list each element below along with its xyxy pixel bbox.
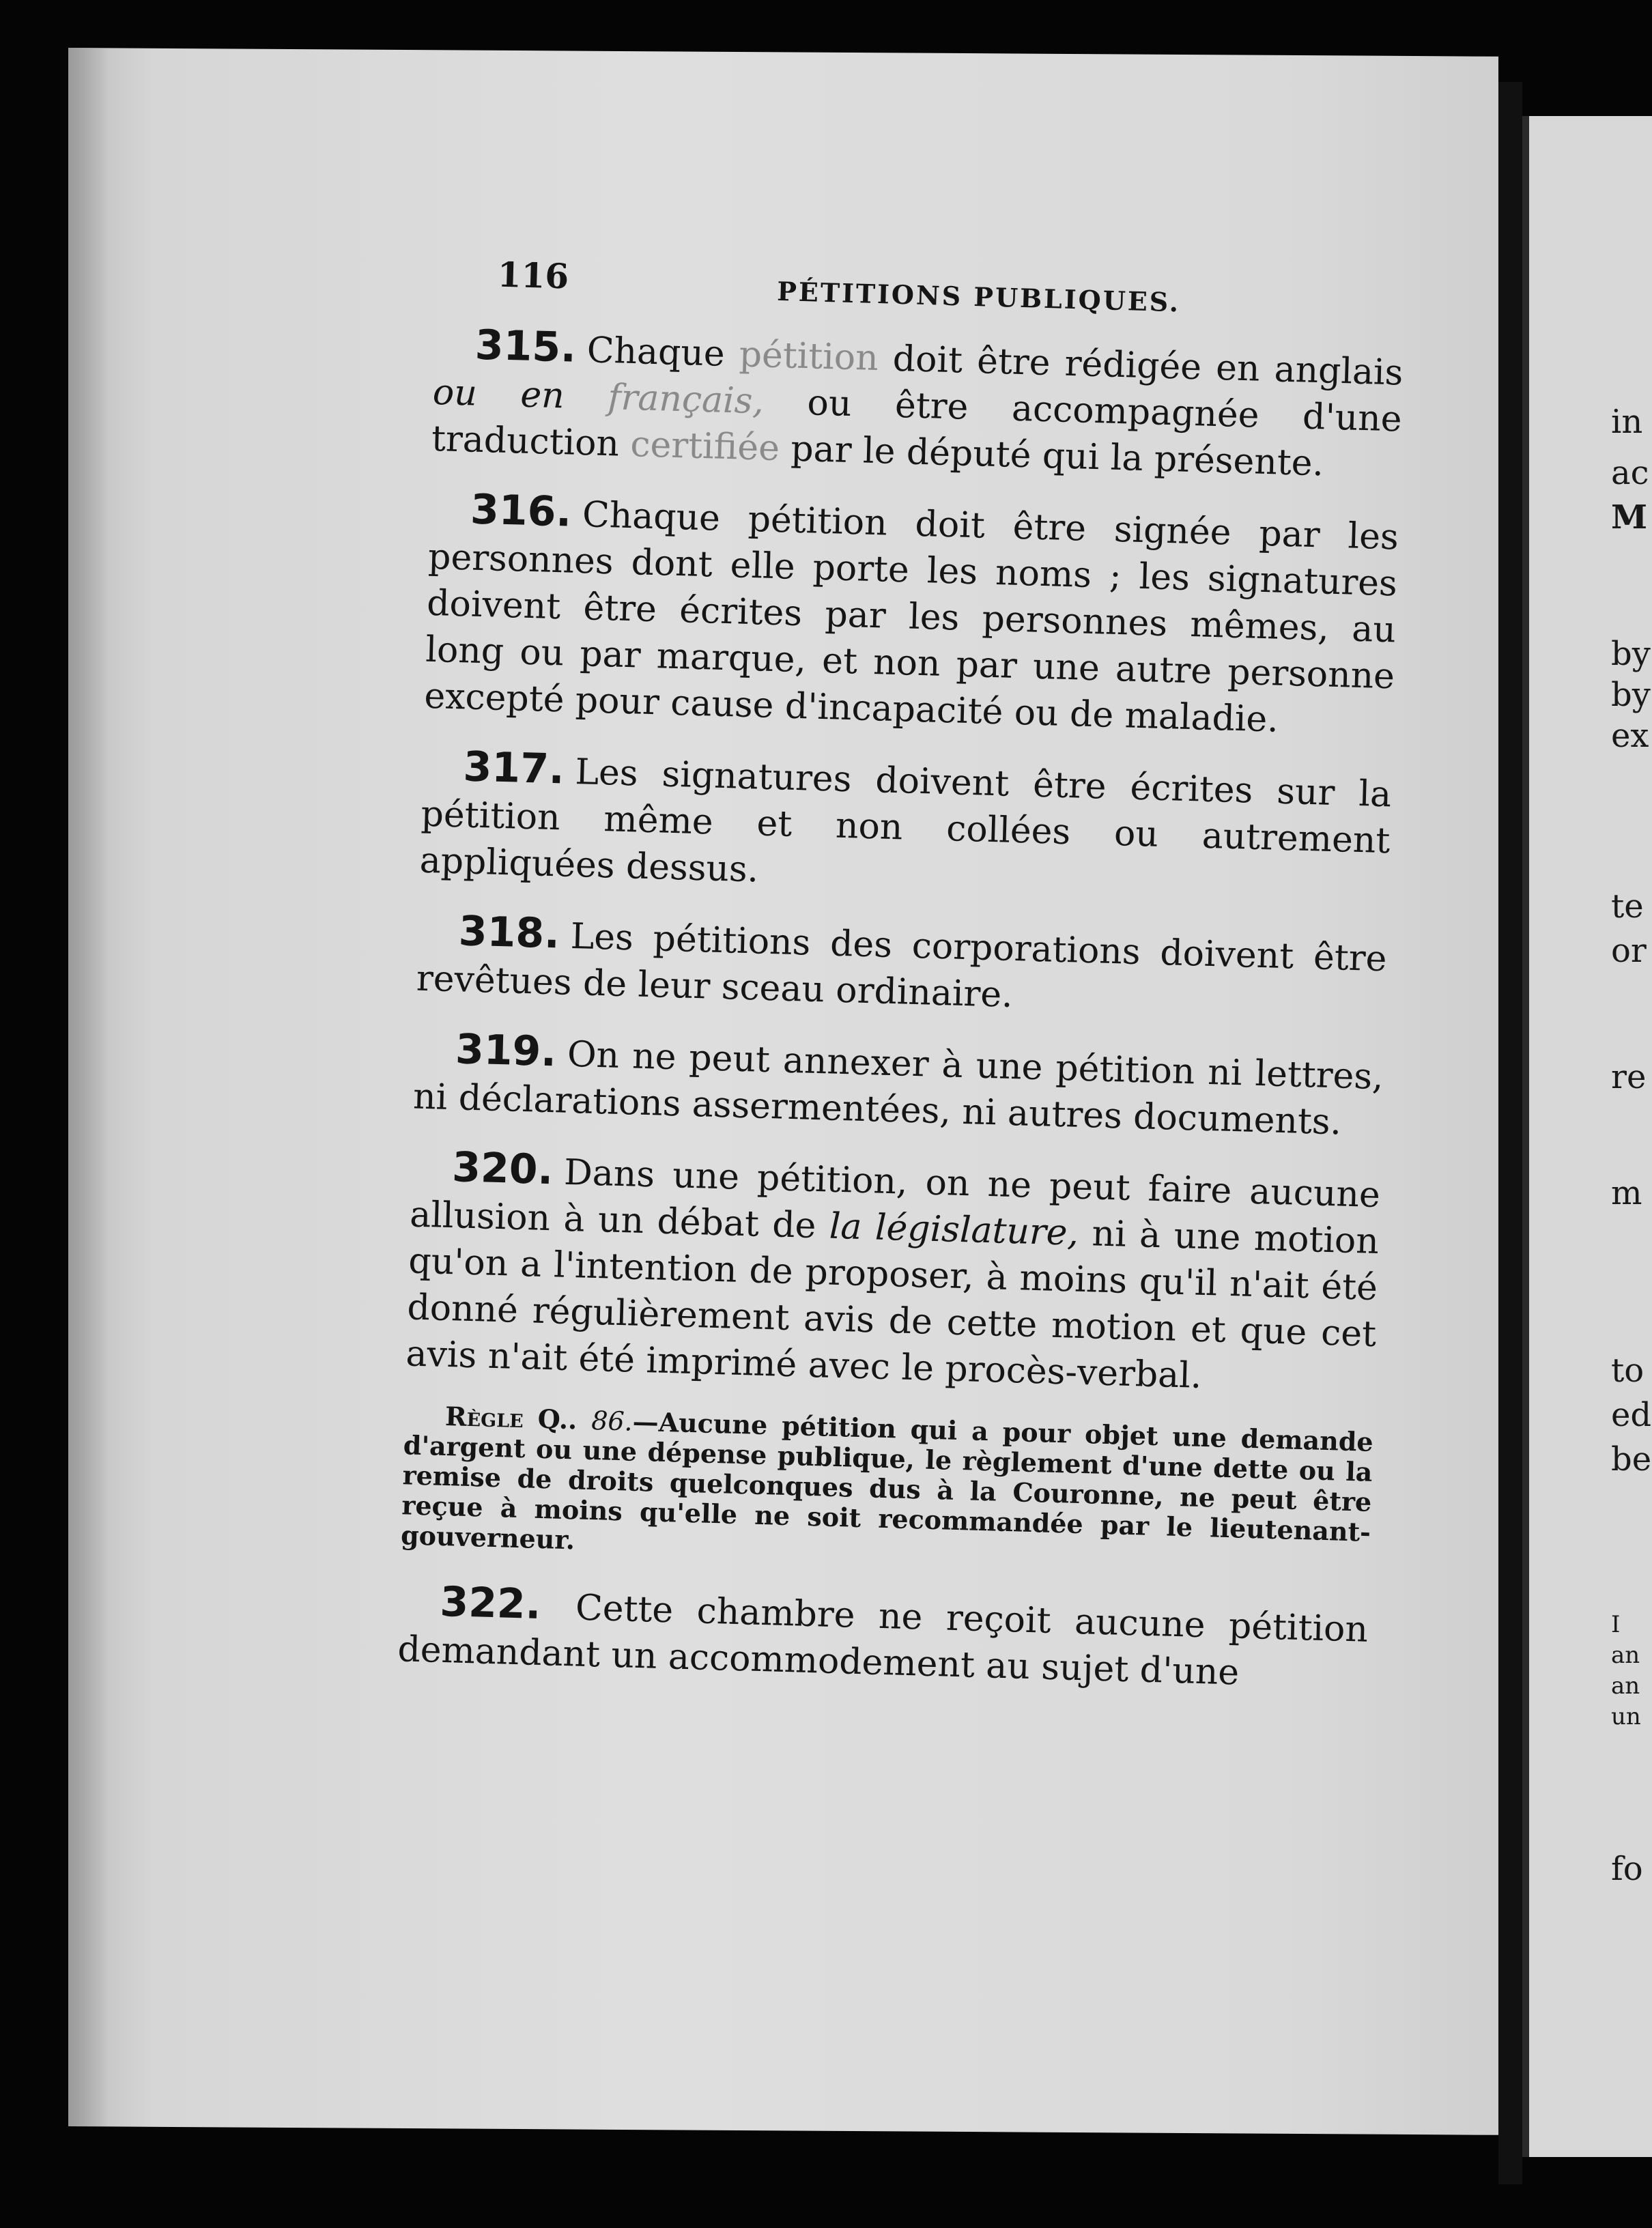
facing-page-fragment: M (1611, 498, 1648, 537)
facing-page-fragment: in (1611, 403, 1643, 441)
paragraph-text-segment: Les pétitions des corporations doivent être revêtues de leur sceau ordinaire. (416, 915, 1388, 1016)
facing-page-fragment: an (1611, 1672, 1640, 1700)
paragraph-number: 316. (470, 485, 573, 537)
paragraph-text-segment: la législature, (829, 1205, 1079, 1254)
paragraph-number: 320. (451, 1143, 554, 1195)
paragraph-text-segment: Chaque (586, 330, 740, 375)
paragraph-text-segment: Les signatures doivent être écrites sur la pétition même et non collées ou autrement appliquées dessus. (419, 751, 1392, 891)
paragraph-text: Cette chambre ne reçoit aucune pétition demandant un accommodement au sujet d'une (397, 1587, 1369, 1694)
paragraph-number: 319. (455, 1025, 558, 1076)
facing-page-fragment: ed (1611, 1396, 1652, 1434)
paragraph-text-segment: français, (607, 377, 765, 423)
paragraph-number: 318. (457, 907, 560, 958)
paragraph-text-segment: ni à une motion qu'on a l'intention de proposer, à moins qu'il n'ait été donné régulièrement avis de cette motion et que cet avis n'ait été imprimé avec le procès-verbal. (405, 1212, 1380, 1397)
paragraph-number: 317. (462, 743, 565, 794)
paragraph-text-segment: certifiée (629, 424, 780, 470)
facing-page-fragment: fo (1611, 1850, 1643, 1888)
paragraph-list (405, 321, 1404, 1404)
facing-page-fragment: to (1611, 1352, 1644, 1390)
paragraph-315 (431, 321, 1404, 489)
paragraph-text-segment: doit être rédigée en anglais (877, 338, 1404, 394)
paragraph-text-segment: On ne peut annexer à une pétition ni lettres, ni déclarations assermentées, ni autres documents. (412, 1033, 1384, 1143)
running-head: PÉTITIONS PUBLIQUES. (776, 275, 1181, 318)
paragraph-text-segment: Chaque pétition doit être signée par les personnes dont elle porte les noms ; les signatures doivent être écrites par les personnes mêmes, au long ou par marque, et non par une autre personne excepté pour cause d'incapacité ou de maladie. (423, 494, 1399, 741)
rule-text: —Aucune pétition qui a pour objet une demande d'argent ou une dépense publique, le règlement d'une dette ou la remise de droits quelconques dus à la Couronne, ne peut être reçue à moins qu'elle ne soit recommandée par le lieutenant-gouverneur. (400, 1405, 1374, 1556)
facing-page-text (1611, 0, 1652, 2228)
facing-page-fragment: re (1611, 1058, 1647, 1096)
paragraph-number: 315. (474, 321, 577, 372)
paragraph-text-segment: ou être accompagnée d'une traduction (431, 381, 1403, 466)
facing-page-fragment: an (1611, 1642, 1640, 1669)
facing-page-fragment: by (1611, 635, 1651, 673)
paragraph-322 (397, 1577, 1369, 1700)
book-gutter (1498, 82, 1522, 2184)
facing-page-fragment: ex (1611, 717, 1649, 755)
facing-page-fragment: be (1611, 1440, 1652, 1479)
page-number: 116 (497, 254, 570, 297)
paragraph-text-segment: par le député qui la présente. (779, 428, 1324, 485)
rule-note (401, 1400, 1374, 1577)
facing-page-fragment: or (1611, 932, 1647, 970)
facing-page-fragment: te (1611, 887, 1644, 926)
paragraph-text-segment: pétition (738, 334, 879, 380)
facing-page-fragment: by (1611, 676, 1651, 714)
paragraph-text-segment: Dans une pétition, on ne peut faire aucune allusion à un débat de (409, 1152, 1381, 1247)
page-content (397, 246, 1406, 1723)
paragraph-320 (405, 1143, 1381, 1404)
paragraph-316 (424, 485, 1399, 747)
rule-number: 86. (590, 1405, 633, 1437)
paragraph-317 (419, 743, 1392, 911)
paragraph-text-segment: ou en (432, 371, 609, 418)
facing-page-fragment: ac (1611, 454, 1649, 492)
paragraph-318 (416, 907, 1387, 1029)
rule-label: Règle Q.. (444, 1401, 578, 1436)
facing-page-fragment: I (1611, 1611, 1621, 1638)
facing-page-fragment: un (1611, 1703, 1641, 1730)
paragraph-number: 322. (439, 1577, 542, 1629)
facing-page-fragment: m (1611, 1174, 1642, 1212)
paragraph-319 (412, 1025, 1384, 1147)
